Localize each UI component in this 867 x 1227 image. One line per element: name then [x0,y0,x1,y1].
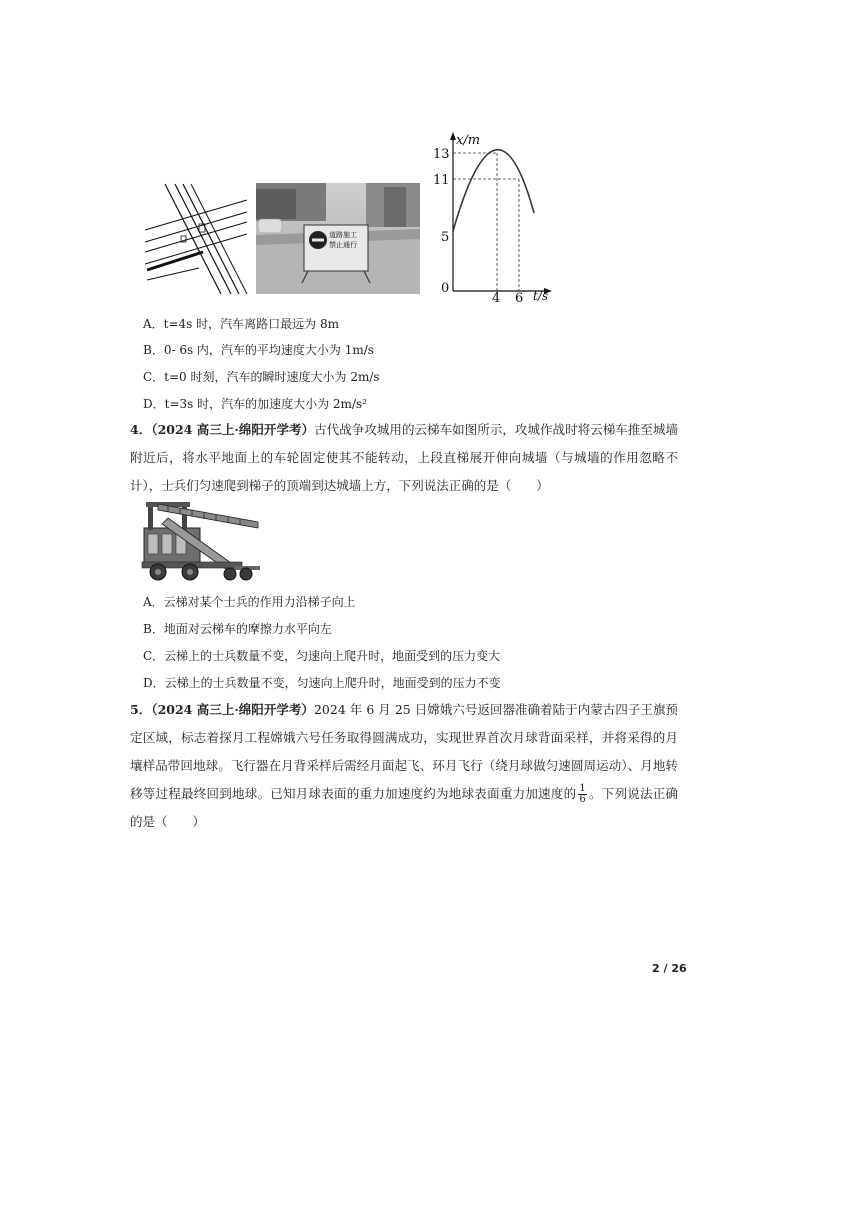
x-tick-4: 4 [492,291,501,306]
x-tick-6: 6 [515,291,524,306]
sign-text-line1: 道路施工 [329,231,357,239]
q5-number: 5． [130,702,152,717]
q4-text: 古代战争攻城用的云梯车如图所示，攻城作战时将云梯车推至城墙附近后，将水平地面上的车轮固定使其不能转动，上段直梯展开伸向城墙（与城墙的作用忽略不计），士兵们匀速爬到梯子的顶端到达城墙上方，下列说法正确的是（ ） [130,422,678,493]
q5-fraction [578,784,586,805]
y-tick-13: 13 [433,147,450,162]
q3-option-d: D．t=3s 时，汽车的加速度大小为 2m/s² [143,397,367,411]
q5-stem [130,696,678,836]
page-number: 2 / 26 [652,962,687,975]
q4-source: （2024 高三上·绵阳开学考） [151,422,315,437]
q3-option-a: A．t=4s 时，汽车离路口最远为 8m [143,317,339,331]
q5-fraction-denominator: 6 [579,794,586,805]
position-curve [453,150,534,231]
q5-text-after: 。下列说法正确的是（ ） [130,786,678,829]
q5-source: （2024 高三上·绵阳开学考） [151,702,314,717]
q4-number: 4． [130,422,152,437]
q5-text-before: 2024 年 6 月 25 日嫦娥六号返回器准确着陆于内蒙古四子王旗预定区域，标志着探月工程嫦娥六号任务取得圆满成功，实现世界首次月球背面采样，并将采得的月壤样品带回地球。飞行器在月背采样后需经月面起飞、环月飞行（绕月球做匀速圆周运动）、月地转移等过程最终回到地球。已知月球表面的重力加速度约为地球表面重力加速度的 [130,702,678,801]
intersection-diagram [143,182,249,296]
y-tick-5: 5 [441,230,450,245]
siege-ladder-image [138,498,264,584]
x-axis-label: t/s [533,289,549,303]
y-axis-label: x/m [456,133,481,148]
origin-label: 0 [441,281,450,296]
q4-option-c: C．云梯上的士兵数量不变，匀速向上爬升时，地面受到的压力变大 [143,649,501,663]
x-t-graph [420,128,560,308]
q3-option-c: C．t=0 时刻，汽车的瞬时速度大小为 2m/s [143,370,380,384]
q5-fraction-numerator: 1 [579,783,586,794]
sign-text-line2: 禁止通行 [329,241,357,249]
q4-option-b: B．地面对云梯车的摩擦力水平向左 [143,622,332,636]
q4-option-d: D．云梯上的士兵数量不变，匀速向上爬升时，地面受到的压力不变 [143,676,501,690]
q3-option-b: B．0- 6s 内，汽车的平均速度大小为 1m/s [143,343,374,357]
y-tick-11: 11 [433,173,450,188]
q4-option-a: A．云梯对某个士兵的作用力沿梯子向上 [143,595,356,609]
q4-stem [130,416,678,500]
road-work-photo [256,183,420,294]
